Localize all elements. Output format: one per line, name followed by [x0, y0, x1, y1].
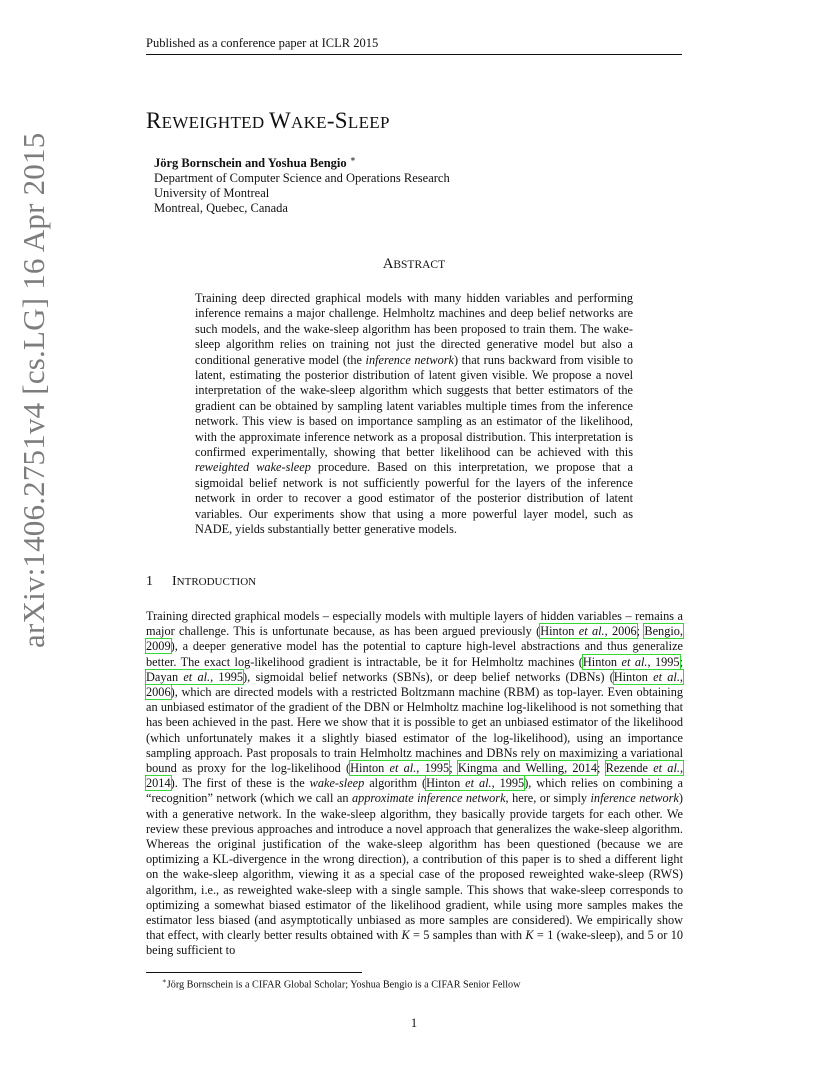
affiliation-department: Department of Computer Science and Operations Research — [154, 171, 450, 185]
citation-link[interactable]: Bengio, 2009 — [146, 624, 683, 654]
running-head: Published as a conference paper at ICLR 2015 — [146, 36, 379, 50]
abstract-heading: ABSTRACT — [382, 256, 446, 272]
affiliation-university: University of Montreal — [154, 186, 270, 200]
section-heading-introduction: 1 INTRODUCTION — [146, 574, 257, 589]
author-names: Jörg Bornschein and Yoshua Bengio ∗ — [154, 154, 356, 171]
paper-title: REWEIGHTED WAKE-SLEEP — [146, 108, 390, 133]
abstract-body: Training deep directed graphical models with many hidden variables and performing inference remains a major challenge. Helmholtz machines and deep belief networks are such models, and the wake-sleep algorithm has been proposed to train them. The wake-sleep algorithm relies on training not just the directed generative model but also a conditional generative model (the inference network) that runs backward from visible to latent, estimating the posterior distribution of latent given visible. We propose a novel interpretation of the wake-sleep algorithm which suggests that better estimators of the gradient can be obtained by sampling latent variables multiple times from the inference network. This view is based on importance sampling as an estimator of the likelihood, with the approximate inference network as a proposal distribution. This interpretation is confirmed experimentally, showing that better likelihood can be achieved with this reweighted wake-sleep procedure. Based on this interpretation, we propose that a sigmoidal belief network is not sufficiently powerful for the layers of the inference network in order to recover a good estimator of the posterior distribution of latent variables. Our experiments show that using a more powerful layer model, such as NADE, yields substantially better generative models. — [195, 291, 634, 537]
page-number: 1 — [410, 1016, 418, 1030]
citation-link[interactable]: Hinton et al., 2006 — [540, 624, 637, 639]
citation-link[interactable]: Rezende et al., 2014 — [146, 761, 684, 791]
header-rule — [146, 54, 682, 55]
affiliation-location: Montreal, Quebec, Canada — [154, 201, 288, 215]
section-number: 1 — [146, 574, 153, 589]
citation-link[interactable]: Hinton et al., 1995 — [426, 776, 525, 791]
footnote-rule — [146, 972, 362, 973]
citation-link[interactable]: Dayan et al., 1995 — [146, 669, 244, 684]
citation-link[interactable]: Hinton et al., 1995 — [582, 654, 680, 669]
arxiv-identifier-stamp: arXiv:1406.2751v4 [cs.LG] 16 Apr 2015 — [16, 132, 51, 648]
author-footnote-mark[interactable]: ∗ — [349, 154, 356, 164]
introduction-body: Training directed graphical models – especially models with multiple layers of hidden variables – remains a major challenge. This is unfortunate because, as has been argued previously (Hinton et al., 2006; Bengio, 2009), a deeper generative model has the potential to capture high-level abstractions and thus generalize better. The exact log-likelihood gradient is intractable, be it for Helmholtz machines (Hinton et al., 1995; Dayan et al., 1995), sigmoidal belief networks (SBNs), or deep belief networks (DBNs) (Hinton et al., 2006), which are directed models with a restricted Boltzmann machine (RBM) as top-layer. Even obtaining an unbiased estimator of the gradient of the DBN or Helmholtz machine log-likelihood is not something that has been achieved in the past. Here we show that it is possible to get an unbiased estimator of the likelihood (which unfortunately makes it a slightly biased estimator of the log-likelihood), using an importance sampling approach. Past proposals to train Helmholtz machines and DBNs rely on maximizing a variational bound as proxy for the log-likelihood (Hinton et al., 1995; Kingma and Welling, 2014; Rezende et al., 2014). The first of these is the wake-sleep algorithm (Hinton et al., 1995), which relies on combining a “recognition” network (which we call an approximate inference network, here, or simply inference network) with a generative network. In the wake-sleep algorithm, they basically provide targets for each other. We review these previous approaches and introduce a novel approach that generalizes the wake-sleep algorithm. Whereas the original justification of the wake-sleep algorithm has been questioned (because we are optimizing a KL-divergence in the wrong direction), a contribution of this paper is to shed a different light on the wake-sleep algorithm, viewing it as a special case of the proposed reweighted wake-sleep (RWS) algorithm, i.e., as reweighted wake-sleep with a single sample. This shows that wake-sleep corresponds to optimizing a somewhat biased estimator of the likelihood gradient, while using more samples makes the estimator less biased (and asymptotically unbiased as more samples are considered). We empirically show that effect, with clearly better results obtained with K = 5 samples than with K = 1 (wake-sleep), and 5 or 10 being sufficient to — [146, 609, 684, 958]
citation-link[interactable]: Hinton et al., 2006 — [146, 669, 683, 700]
citation-link[interactable]: Hinton et al., 1995 — [350, 761, 450, 776]
citation-link[interactable]: Kingma and Welling, 2014 — [457, 761, 597, 776]
footnote: ∗Jörg Bornschein is a CIFAR Global Scholar; Yoshua Bengio is a CIFAR Senior Fellow — [162, 977, 521, 991]
